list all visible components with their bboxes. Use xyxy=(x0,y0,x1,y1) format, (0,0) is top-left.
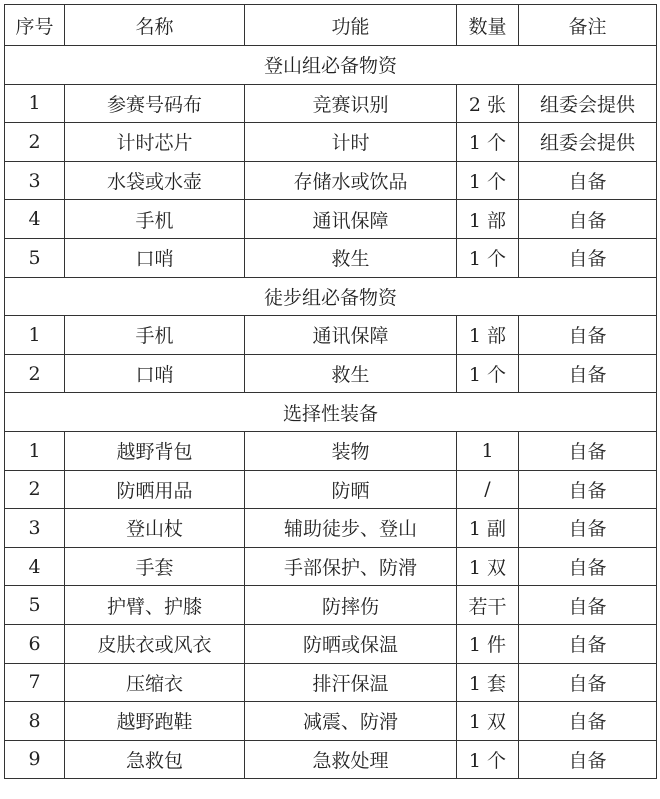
cell-function: 通讯保障 xyxy=(245,200,457,239)
cell-index: 5 xyxy=(5,238,65,277)
table-row xyxy=(5,740,657,779)
cell-remark: 自备 xyxy=(519,431,657,470)
section-row xyxy=(5,46,657,85)
cell-index: 1 xyxy=(5,316,65,355)
table-row xyxy=(5,161,657,200)
cell-function: 救生 xyxy=(245,354,457,393)
cell-remark: 自备 xyxy=(519,702,657,741)
cell-index: 2 xyxy=(5,123,65,162)
cell-function: 竞赛识别 xyxy=(245,84,457,123)
cell-name: 口哨 xyxy=(65,354,245,393)
cell-remark: 自备 xyxy=(519,200,657,239)
table-row xyxy=(5,509,657,548)
table-row xyxy=(5,470,657,509)
cell-index: 6 xyxy=(5,624,65,663)
cell-remark: 组委会提供 xyxy=(519,84,657,123)
cell-remark: 自备 xyxy=(519,354,657,393)
cell-index: 2 xyxy=(5,470,65,509)
section-title: 徒步组必备物资 xyxy=(5,277,657,316)
cell-quantity: 1 xyxy=(457,431,519,470)
cell-remark: 自备 xyxy=(519,316,657,355)
cell-quantity: 1 个 xyxy=(457,238,519,277)
cell-name: 水袋或水壶 xyxy=(65,161,245,200)
cell-quantity: 若干 xyxy=(457,586,519,625)
cell-quantity: 1 个 xyxy=(457,740,519,779)
cell-remark: 自备 xyxy=(519,740,657,779)
cell-quantity: 1 套 xyxy=(457,663,519,702)
table-row xyxy=(5,238,657,277)
cell-function: 存储水或饮品 xyxy=(245,161,457,200)
cell-name: 皮肤衣或风衣 xyxy=(65,624,245,663)
cell-name: 防晒用品 xyxy=(65,470,245,509)
cell-index: 9 xyxy=(5,740,65,779)
cell-name: 口哨 xyxy=(65,238,245,277)
table-body xyxy=(5,46,657,779)
cell-index: 3 xyxy=(5,509,65,548)
section-title: 选择性装备 xyxy=(5,393,657,432)
cell-name: 手机 xyxy=(65,316,245,355)
section-row xyxy=(5,393,657,432)
cell-remark: 自备 xyxy=(519,470,657,509)
cell-name: 手套 xyxy=(65,547,245,586)
cell-index: 3 xyxy=(5,161,65,200)
cell-index: 5 xyxy=(5,586,65,625)
cell-name: 压缩衣 xyxy=(65,663,245,702)
cell-name: 越野背包 xyxy=(65,431,245,470)
cell-quantity: 1 副 xyxy=(457,509,519,548)
cell-function: 排汗保温 xyxy=(245,663,457,702)
cell-function: 手部保护、防滑 xyxy=(245,547,457,586)
cell-name: 越野跑鞋 xyxy=(65,702,245,741)
cell-quantity: 1 部 xyxy=(457,316,519,355)
cell-remark: 自备 xyxy=(519,586,657,625)
cell-index: 4 xyxy=(5,547,65,586)
cell-function: 装物 xyxy=(245,431,457,470)
header-row xyxy=(5,5,657,46)
cell-quantity: 1 个 xyxy=(457,123,519,162)
cell-index: 4 xyxy=(5,200,65,239)
cell-name: 手机 xyxy=(65,200,245,239)
cell-function: 防摔伤 xyxy=(245,586,457,625)
header-quantity: 数量 xyxy=(457,5,519,46)
cell-quantity: 1 个 xyxy=(457,354,519,393)
cell-remark: 自备 xyxy=(519,547,657,586)
cell-index: 8 xyxy=(5,702,65,741)
cell-function: 计时 xyxy=(245,123,457,162)
cell-remark: 自备 xyxy=(519,663,657,702)
cell-quantity: 1 件 xyxy=(457,624,519,663)
table-row xyxy=(5,84,657,123)
cell-function: 防晒或保温 xyxy=(245,624,457,663)
cell-quantity: 2 张 xyxy=(457,84,519,123)
cell-name: 急救包 xyxy=(65,740,245,779)
section-row xyxy=(5,277,657,316)
table-row xyxy=(5,316,657,355)
cell-function: 救生 xyxy=(245,238,457,277)
cell-function: 减震、防滑 xyxy=(245,702,457,741)
header-name: 名称 xyxy=(65,5,245,46)
table-row xyxy=(5,431,657,470)
cell-function: 通讯保障 xyxy=(245,316,457,355)
cell-remark: 组委会提供 xyxy=(519,123,657,162)
table-row xyxy=(5,123,657,162)
cell-name: 计时芯片 xyxy=(65,123,245,162)
cell-remark: 自备 xyxy=(519,161,657,200)
section-title: 登山组必备物资 xyxy=(5,46,657,85)
table-row xyxy=(5,702,657,741)
cell-index: 1 xyxy=(5,84,65,123)
table-row xyxy=(5,624,657,663)
table-row xyxy=(5,663,657,702)
cell-remark: 自备 xyxy=(519,509,657,548)
cell-quantity: 1 双 xyxy=(457,702,519,741)
cell-name: 参赛号码布 xyxy=(65,84,245,123)
cell-name: 登山杖 xyxy=(65,509,245,548)
table-row xyxy=(5,200,657,239)
cell-quantity: / xyxy=(457,470,519,509)
cell-remark: 自备 xyxy=(519,624,657,663)
header-remark: 备注 xyxy=(519,5,657,46)
table-row xyxy=(5,354,657,393)
cell-remark: 自备 xyxy=(519,238,657,277)
header-function: 功能 xyxy=(245,5,457,46)
cell-quantity: 1 个 xyxy=(457,161,519,200)
table-row xyxy=(5,586,657,625)
cell-name: 护臂、护膝 xyxy=(65,586,245,625)
cell-quantity: 1 部 xyxy=(457,200,519,239)
cell-index: 2 xyxy=(5,354,65,393)
cell-index: 7 xyxy=(5,663,65,702)
cell-function: 急救处理 xyxy=(245,740,457,779)
cell-quantity: 1 双 xyxy=(457,547,519,586)
cell-index: 1 xyxy=(5,431,65,470)
header-index: 序号 xyxy=(5,5,65,46)
table-row xyxy=(5,547,657,586)
cell-function: 防晒 xyxy=(245,470,457,509)
cell-function: 辅助徒步、登山 xyxy=(245,509,457,548)
equipment-table xyxy=(4,4,657,779)
